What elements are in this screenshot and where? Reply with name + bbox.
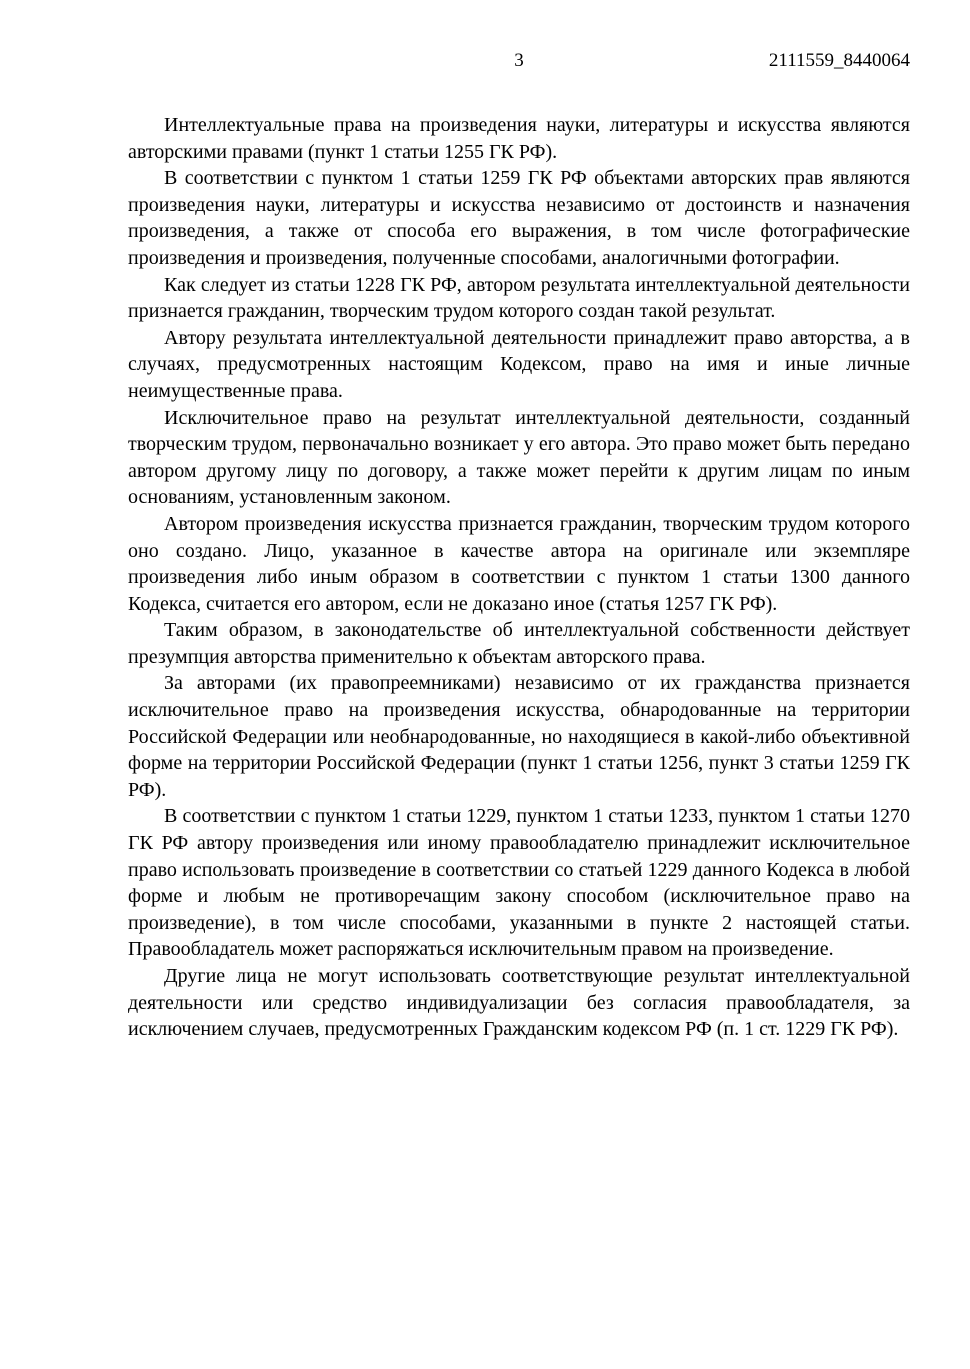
paragraph: За авторами (их правопреемниками) независимо от их гражданства признается исключительное право на произведения искусства, обнародованные на территории Российской Федерации или необнародованные, но находящиеся в какой-либо объективной форме на территории Российской Федерации (пункт 1 статьи 1256, пункт 3 статьи 1259 ГК РФ). — [128, 672, 910, 801]
paragraph: Другие лица не могут использовать соответствующие результат интеллектуальной деятельности или средство индивидуализации без согласия правообладателя, за исключением случаев, предусмотренных Гражданским кодексом РФ (п. 1 ст. 1229 ГК РФ). — [128, 965, 910, 1041]
paragraph: Исключительное право на результат интеллектуальной деятельности, созданный творческим трудом, первоначально возникает у его автора. Это право может быть передано автором другому лицу по договору, а также может перейти к другим лицам по иным основаниям, установленным законом. — [128, 406, 910, 509]
document-body — [128, 112, 910, 1043]
paragraph: Как следует из статьи 1228 ГК РФ, автором результата интеллектуальной деятельности признается гражданин, творческим трудом которого создан такой результат. — [128, 273, 910, 323]
paragraph: Автору результата интеллектуальной деятельности принадлежит право авторства, а в случаях, предусмотренных настоящим Кодексом, право на имя и иные личные неимущественные права. — [128, 326, 910, 402]
page-header — [128, 50, 910, 72]
paragraph: Интеллектуальные права на произведения науки, литературы и искусства являются авторскими правами (пункт 1 статьи 1255 ГК РФ). — [128, 114, 910, 163]
paragraph: В соответствии с пунктом 1 статьи 1259 ГК РФ объектами авторских прав являются произведения науки, литературы и искусства независимо от достоинств и назначения произведения, а также от способа его выражения, в том числе фотографические произведения и произведения, полученные способами, аналогичными фотографии. — [128, 167, 910, 269]
paragraph: Автором произведения искусства признается гражданин, творческим трудом которого оно создано. Лицо, указанное в качестве автора на оригинале или экземпляре произведения либо иным образом в соответствии с пунктом 1 статьи 1300 данного Кодекса, считается его автором, если не доказано иное (статья 1257 ГК РФ). — [128, 512, 910, 615]
page-number: 3 — [514, 50, 524, 71]
document-number: 2111559_8440064 — [768, 50, 910, 71]
paragraph: В соответствии с пунктом 1 статьи 1229, пунктом 1 статьи 1233, пунктом 1 статьи 1270 ГК РФ автору произведения или иному правообладателю принадлежит исключительное право использовать произведение в соответствии со статьей 1229 данного Кодекса в любой форме и любым не противоречащим закону способом (исключительное право на произведение), в том числе способами, указанными в пункте 2 настоящей статьи. Правообладатель может распоряжаться исключительным правом на произведение. — [128, 805, 910, 961]
paragraph: Таким образом, в законодательстве об интеллектуальной собственности действует презумпция авторства применительно к объектам авторского права. — [128, 619, 910, 668]
